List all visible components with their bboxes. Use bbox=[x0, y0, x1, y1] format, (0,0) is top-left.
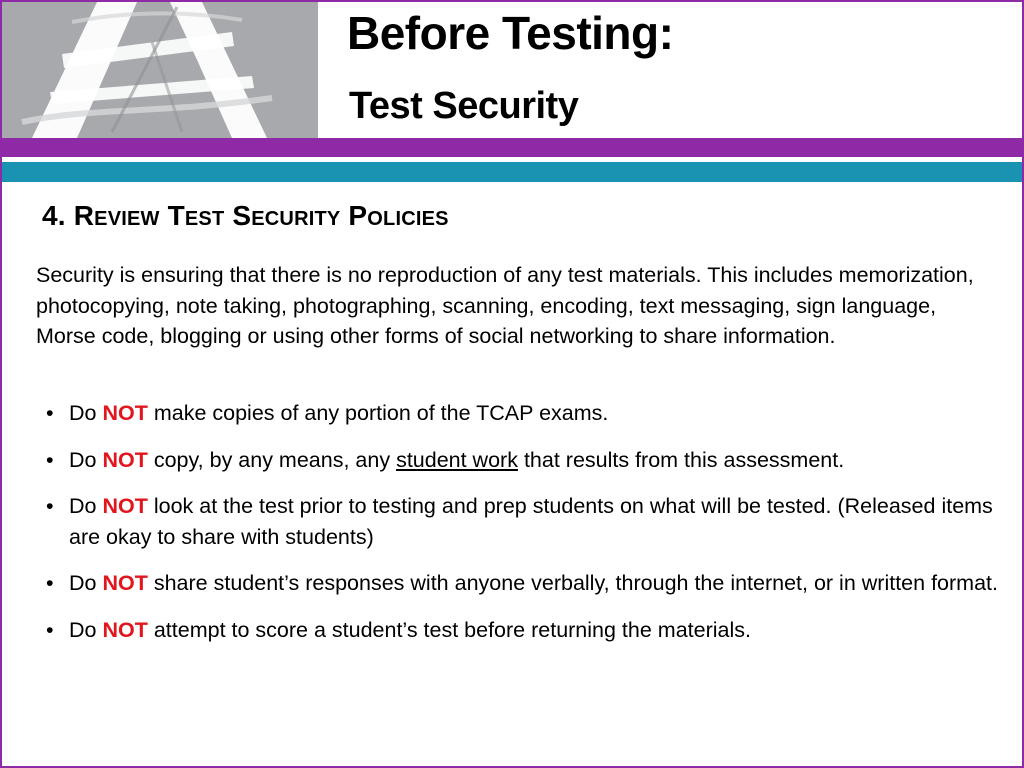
page-title: Before Testing: bbox=[347, 7, 674, 59]
list-item bbox=[36, 398, 1006, 429]
bullet-prefix: Do bbox=[69, 571, 97, 595]
bullet-prefix: Do bbox=[69, 617, 97, 642]
bullet-icon: • bbox=[46, 401, 54, 425]
logo bbox=[2, 2, 318, 138]
bullet-icon: • bbox=[46, 617, 54, 642]
underlined-term: student work bbox=[396, 447, 518, 472]
page-subtitle: Test Security bbox=[349, 85, 579, 127]
emphasis-not: NOT bbox=[102, 571, 148, 595]
stylized-letter-a-logo-icon bbox=[2, 2, 318, 138]
emphasis-not: NOT bbox=[102, 494, 148, 518]
bullet-text-continued: that results from this assessment. bbox=[523, 447, 845, 472]
list-item bbox=[36, 615, 1006, 646]
bullet-text: make copies of any portion of the TCAP exams. bbox=[153, 401, 609, 425]
emphasis-not: NOT bbox=[102, 617, 148, 642]
emphasis-not: NOT bbox=[102, 401, 148, 425]
bullet-icon: • bbox=[46, 494, 54, 518]
intro-paragraph: Security is ensuring that there is no reproduction of any test materials. This includes memorization, photocopying, note taking, photographing, scanning, encoding, text messaging, sign language, Morse code, blogging or using other forms of social networking to share information. bbox=[36, 263, 974, 348]
bullet-icon: • bbox=[46, 447, 54, 472]
policy-list bbox=[36, 398, 1006, 661]
bullet-text: share student’s responses with anyone verbally, through the internet, or in written format. bbox=[153, 571, 998, 595]
teal-divider-band bbox=[2, 162, 1022, 182]
bullet-prefix: Do bbox=[69, 447, 97, 472]
list-item bbox=[36, 491, 1006, 552]
bullet-icon: • bbox=[46, 571, 54, 595]
emphasis-not: NOT bbox=[102, 447, 148, 472]
bullet-text: attempt to score a student’s test before returning the materials. bbox=[153, 617, 751, 642]
purple-divider-band bbox=[2, 138, 1022, 157]
list-item bbox=[36, 568, 1006, 599]
bullet-text: look at the test prior to testing and prep students on what will be tested. (Released items are okay to share with students) bbox=[69, 494, 993, 549]
list-item bbox=[36, 445, 1006, 476]
bullet-text: copy, by any means, any bbox=[153, 447, 391, 472]
bullet-prefix: Do bbox=[69, 494, 97, 518]
bullet-prefix: Do bbox=[69, 401, 97, 425]
section-heading: 4. Review Test Security Policies bbox=[42, 200, 449, 231]
